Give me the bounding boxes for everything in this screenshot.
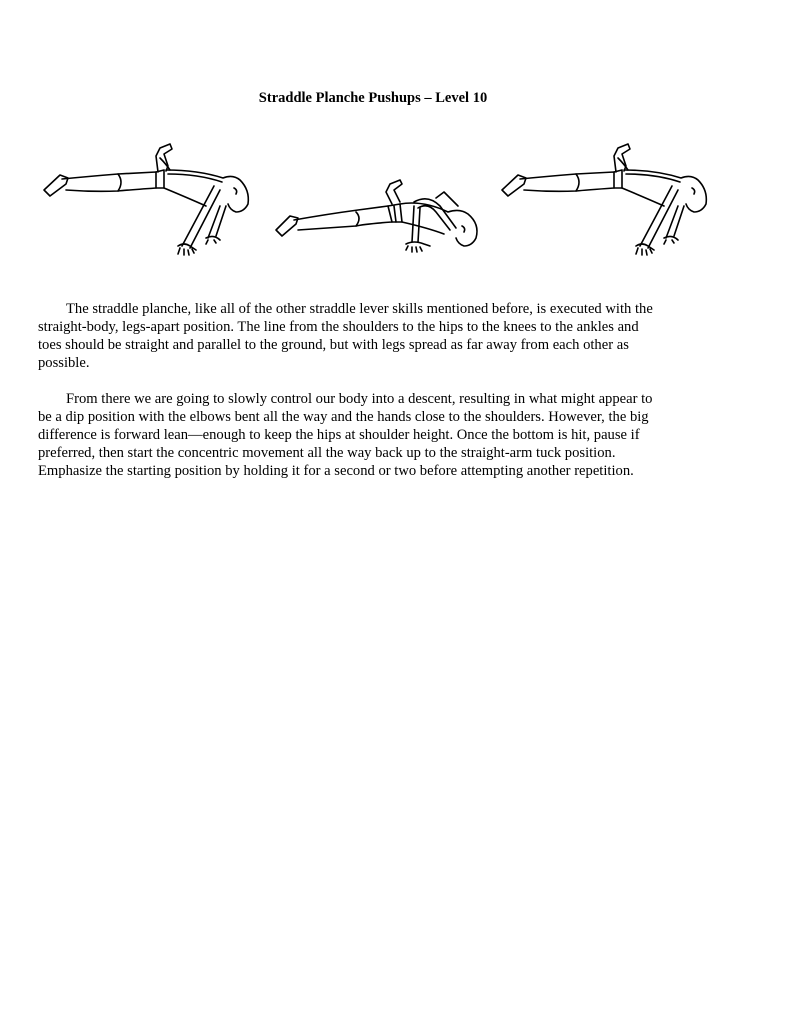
paragraph-line: preferred, then start the concentric movement all the way back up to the straight-arm tuck position. (38, 445, 616, 461)
paragraph-line: The straddle planche, like all of the other straddle lever skills mentioned before, is executed with the (66, 301, 653, 317)
paragraph-line: difference is forward lean—enough to keep the hips at shoulder height. Once the bottom is hit, pause if (38, 427, 640, 443)
paragraph-line: Emphasize the starting position by holding it for a second or two before attempting another repetition. (38, 463, 634, 479)
page-title: Straddle Planche Pushups – Level 10 (258, 90, 488, 106)
planche-top-position-return-figure (496, 130, 711, 260)
paragraph-straddle-planche (38, 300, 718, 372)
paragraph-line: From there we are going to slowly control our body into a descent, resulting in what might appear to (66, 391, 653, 407)
paragraph-line: toes should be straight and parallel to the ground, but with legs spread as far away from each other as (38, 337, 629, 353)
paragraph-line: possible. (38, 355, 90, 371)
planche-top-position-figure (38, 130, 253, 260)
paragraph-descent (38, 390, 718, 480)
paragraph-line: be a dip position with the elbows bent all the way and the hands close to the shoulders. However, the big (38, 409, 649, 425)
planche-bottom-position-figure (268, 172, 486, 260)
paragraph-line: straight-body, legs-apart position. The line from the shoulders to the hips to the knees to the ankles and (38, 319, 639, 335)
